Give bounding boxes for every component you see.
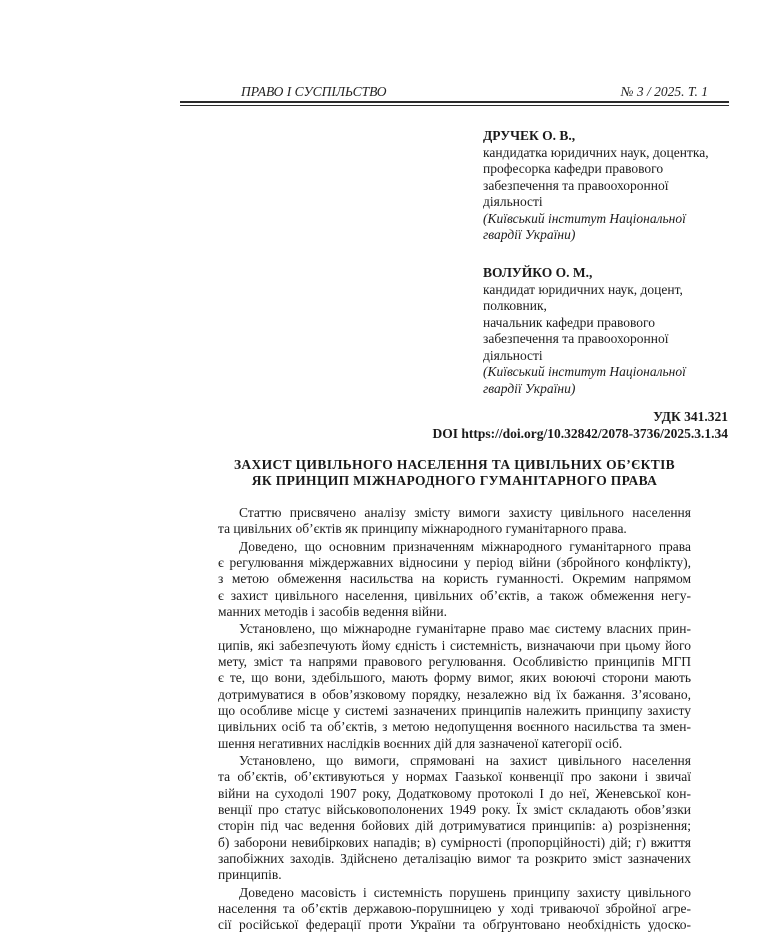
abstract-line: населення та об’єктів державою-порушницею у ході триваючої збройної агре- <box>218 900 691 916</box>
article-codes <box>432 409 728 442</box>
author-institution-line: гвардії України) <box>483 227 576 242</box>
author-institution-line: (Київський інститут Національної <box>483 364 686 379</box>
abstract-line: та цивільних об’єктів як принципу міжнародного гуманітарного права. <box>218 521 627 537</box>
doi-link[interactable]: DOI https://doi.org/10.32842/2078-3736/2025.3.1.34 <box>432 425 728 441</box>
abstract-line: б) заборони невибіркових нападів; в) сумірності (пропорційності) дій; г) вжиття <box>218 834 691 850</box>
author-position-line: начальник кафедри правового <box>483 314 655 330</box>
abstract-paragraph <box>218 621 691 751</box>
author-name: ДРУЧЕК О. В., <box>483 128 576 143</box>
abstract-line: Доведено, що основним призначенням міжнародного гуманітарного права <box>239 538 691 554</box>
udc-code: УДК 341.321 <box>653 409 728 424</box>
abstract-line: Доведено масовість і системність порушень принципу захисту цивільного <box>239 884 691 900</box>
abstract-line: з метою обмеження насильства на користь гуманності. Окремим напрямом <box>218 571 691 587</box>
abstract-paragraph <box>218 539 691 620</box>
abstract-line: манних методів і засобів ведення війни. <box>218 603 447 619</box>
abstract-line: Установлено, що вимоги, спрямовані на захист цивільного населення <box>239 753 691 769</box>
abstract-line: запобіжних заходів. Здійснено деталізацію вимог та розкрито зміст зазначених <box>218 850 691 866</box>
author-name: ВОЛУЙКО О. М., <box>483 265 593 280</box>
abstract-paragraph <box>218 505 691 538</box>
abstract-line: цивільних осіб та об’єктів, з метою недопущення воєнного насильства та змен- <box>218 719 691 735</box>
abstract-line: Установлено, що міжнародне гуманітарне право має систему власних прин- <box>239 621 691 637</box>
author-position-line: забезпечення та правоохоронної <box>483 331 669 346</box>
author-institution-line: (Київський інститут Національної <box>483 210 686 226</box>
abstract-line: сії російської федерації проти України та обґрунтовано необхідність удоско- <box>218 917 691 933</box>
author-position-line: кандидат юридичних наук, доцент, <box>483 281 683 297</box>
issue-number: № 3 / 2025. Т. 1 <box>620 84 708 99</box>
author-position-line: професорка кафедри правового <box>483 161 664 176</box>
author-block <box>483 128 733 244</box>
author-position-line: діяльності <box>483 194 543 209</box>
abstract-paragraph <box>218 885 691 934</box>
journal-title: ПРАВО І СУСПІЛЬСТВО <box>241 84 387 99</box>
author-block <box>483 265 733 397</box>
author-position-line: забезпечення та правоохоронної <box>483 177 669 193</box>
abstract-line: є захист цивільного населення, цивільних об’єктів, а також обмеження негу- <box>218 587 691 603</box>
author-position-line: полковник, <box>483 298 547 313</box>
abstract-line: дотримуватися в обов’язковому порядку, незалежно від їх бажання. З’ясовано, <box>218 686 691 702</box>
running-header <box>180 84 729 100</box>
title-line: ЯК ПРИНЦИП МІЖНАРОДНОГО ГУМАНІТАРНОГО ПРАВА <box>251 472 658 488</box>
abstract-line: ципів, які забезпечують йому єдність і системність, визначаючи при цьому його <box>218 637 691 653</box>
abstract-line: Статтю присвячено аналізу змісту вимоги захисту цивільного населення <box>239 505 691 520</box>
abstract-line: принципів. <box>218 867 282 883</box>
abstract-line: війни на суходолі 1907 року, Додатковому протоколі І до неї, Женевської кон- <box>218 785 691 801</box>
author-institution-line: гвардії України) <box>483 380 576 396</box>
abstract-line: є регулювання міждержавних відносини у період війни (збройного конфлікту), <box>218 555 691 571</box>
author-position-line: кандидатка юридичних наук, доцентка, <box>483 144 709 160</box>
abstract-line: є те, що вони, здебільшого, мають форму вимог, яких воюючі сторони мають <box>218 670 691 686</box>
header-rule-thin <box>180 105 729 106</box>
abstract-line: венції про статус військовополонених 1949 року. Їх зміст складають обов’язки <box>218 801 691 817</box>
abstract-line: та об’єктів, об’єктивуються у нормах Гаазької конвенції про закони і звичаї <box>218 769 691 785</box>
title-line: ЗАХИСТ ЦИВІЛЬНОГО НАСЕЛЕННЯ ТА ЦИВІЛЬНИХ ОБ’ЄКТІВ <box>233 457 676 472</box>
abstract <box>218 505 691 935</box>
abstract-line: мету, зміст та напрями правового регулювання. Особливістю принципів МГП <box>218 654 691 670</box>
abstract-paragraph <box>218 753 691 883</box>
abstract-line: що особливе місце у системі зазначених принципів належить принципу захисту <box>218 702 691 718</box>
author-position-line: діяльності <box>483 347 543 363</box>
abstract-line: шення негативних наслідків воєнних дій для зазначеної категорії осіб. <box>218 735 623 751</box>
abstract-line: сторін під час ведення бойових дій дотримуватися принципів: а) розрізнення; <box>218 818 691 834</box>
header-rule-thick <box>180 101 729 103</box>
article-title <box>200 457 709 488</box>
